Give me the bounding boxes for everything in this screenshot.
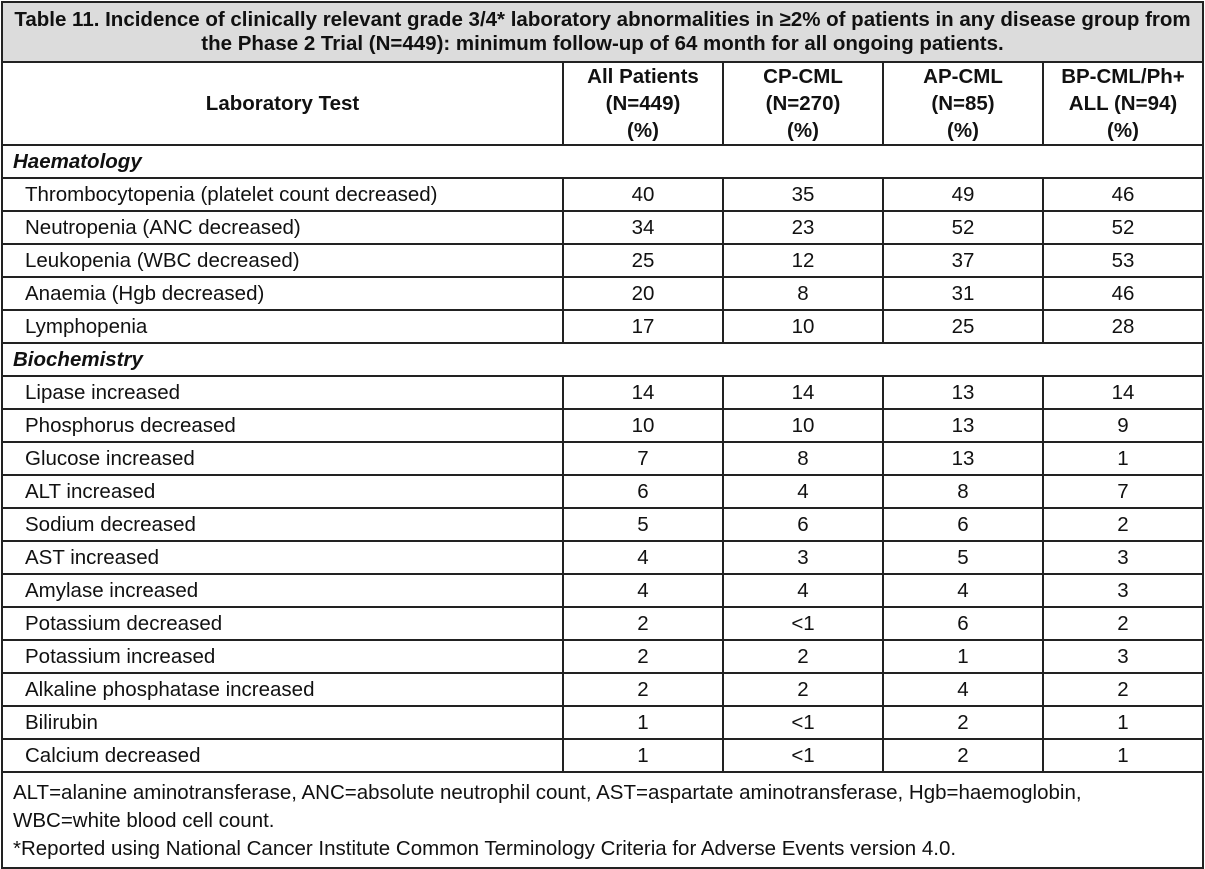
percent-cell: 3	[723, 541, 883, 574]
table-row	[2, 706, 1203, 739]
table-row	[2, 178, 1203, 211]
header-line: (%)	[1107, 119, 1139, 142]
percent-cell: 9	[1043, 409, 1203, 442]
percent-cell: 10	[723, 409, 883, 442]
percent-cell: 4	[883, 673, 1043, 706]
percent-cell: 6	[883, 508, 1043, 541]
lab-test-name: Calcium decreased	[2, 739, 563, 772]
header-line: AP-CML	[923, 65, 1003, 88]
lab-abnormalities-table	[1, 1, 1204, 869]
table-body	[2, 145, 1203, 772]
table-row	[2, 310, 1203, 343]
percent-cell: 12	[723, 244, 883, 277]
table-row	[2, 376, 1203, 409]
lab-test-name: Potassium increased	[2, 640, 563, 673]
lab-test-name: Amylase increased	[2, 574, 563, 607]
percent-cell: 6	[723, 508, 883, 541]
section-title: Biochemistry	[2, 343, 1203, 376]
percent-cell: 46	[1043, 277, 1203, 310]
percent-cell: 52	[1043, 211, 1203, 244]
percent-cell: 7	[1043, 475, 1203, 508]
percent-cell: 1	[1043, 442, 1203, 475]
percent-cell: <1	[723, 706, 883, 739]
footnote-row	[2, 772, 1203, 868]
percent-cell: 2	[1043, 607, 1203, 640]
header-line: (N=270)	[765, 92, 841, 115]
lab-test-name: Lymphopenia	[2, 310, 563, 343]
percent-cell: 4	[883, 574, 1043, 607]
section-title: Haematology	[2, 145, 1203, 178]
table-row	[2, 475, 1203, 508]
lab-test-name: Bilirubin	[2, 706, 563, 739]
section-row	[2, 145, 1203, 178]
lab-test-name: AST increased	[2, 541, 563, 574]
header-bp-cml-ph-all	[1043, 62, 1203, 145]
table-row	[2, 508, 1203, 541]
percent-cell: 2	[1043, 508, 1203, 541]
footnote-abbreviations: ALT=alanine aminotransferase, ANC=absolute neutrophil count, AST=aspartate aminotransferase, Hgb=haemoglobin, WBC=white blood cell count.	[13, 781, 1082, 832]
percent-cell: 13	[883, 376, 1043, 409]
percent-cell: 10	[723, 310, 883, 343]
percent-cell: <1	[723, 607, 883, 640]
table-row	[2, 442, 1203, 475]
header-line: BP-CML/Ph+	[1061, 65, 1185, 88]
table-row	[2, 607, 1203, 640]
lab-test-name: Alkaline phosphatase increased	[2, 673, 563, 706]
header-laboratory-test: Laboratory Test	[2, 62, 563, 145]
header-ap-cml	[883, 62, 1043, 145]
percent-cell: 49	[883, 178, 1043, 211]
percent-cell: 2	[723, 673, 883, 706]
percent-cell: 53	[1043, 244, 1203, 277]
percent-cell: 1	[563, 739, 723, 772]
lab-test-name: Leukopenia (WBC decreased)	[2, 244, 563, 277]
percent-cell: 28	[1043, 310, 1203, 343]
table-row	[2, 673, 1203, 706]
table-row	[2, 739, 1203, 772]
percent-cell: 25	[563, 244, 723, 277]
percent-cell: 1	[1043, 739, 1203, 772]
percent-cell: 3	[1043, 574, 1203, 607]
percent-cell: 31	[883, 277, 1043, 310]
table-row	[2, 277, 1203, 310]
percent-cell: 25	[883, 310, 1043, 343]
percent-cell: 7	[563, 442, 723, 475]
percent-cell: 5	[883, 541, 1043, 574]
percent-cell: 3	[1043, 640, 1203, 673]
table-title: Table 11. Incidence of clinically relevant grade 3/4* laboratory abnormalities in ≥2% of patients in any disease group from the Phase 2 Trial (N=449): minimum follow-up of 64 month for all ongoing patients.	[2, 2, 1203, 62]
percent-cell: 17	[563, 310, 723, 343]
percent-cell: 8	[723, 277, 883, 310]
percent-cell: 37	[883, 244, 1043, 277]
percent-cell: 4	[563, 574, 723, 607]
header-line: (%)	[787, 119, 819, 142]
percent-cell: 20	[563, 277, 723, 310]
header-line: (N=449)	[605, 92, 681, 115]
percent-cell: 10	[563, 409, 723, 442]
footnotes	[2, 772, 1203, 868]
section-row	[2, 343, 1203, 376]
percent-cell: 14	[723, 376, 883, 409]
percent-cell: 4	[723, 574, 883, 607]
lab-test-name: Neutropenia (ANC decreased)	[2, 211, 563, 244]
footnote-ctcae: *Reported using National Cancer Institute Common Terminology Criteria for Adverse Events version 4.0.	[13, 837, 957, 860]
percent-cell: 46	[1043, 178, 1203, 211]
header-line: All Patients	[587, 65, 699, 88]
table-row	[2, 244, 1203, 277]
table-row	[2, 640, 1203, 673]
header-line: (%)	[627, 119, 659, 142]
percent-cell: 4	[723, 475, 883, 508]
header-line: (%)	[947, 119, 979, 142]
percent-cell: 13	[883, 409, 1043, 442]
percent-cell: 6	[563, 475, 723, 508]
lab-test-name: Glucose increased	[2, 442, 563, 475]
column-header-row	[2, 62, 1203, 145]
percent-cell: 34	[563, 211, 723, 244]
header-all-patients	[563, 62, 723, 145]
percent-cell: 52	[883, 211, 1043, 244]
table-row	[2, 574, 1203, 607]
percent-cell: 6	[883, 607, 1043, 640]
percent-cell: 2	[1043, 673, 1203, 706]
header-line: CP-CML	[763, 65, 843, 88]
percent-cell: 5	[563, 508, 723, 541]
percent-cell: <1	[723, 739, 883, 772]
percent-cell: 4	[563, 541, 723, 574]
percent-cell: 3	[1043, 541, 1203, 574]
percent-cell: 1	[883, 640, 1043, 673]
percent-cell: 35	[723, 178, 883, 211]
header-line: (N=85)	[931, 92, 995, 115]
header-cp-cml	[723, 62, 883, 145]
percent-cell: 2	[563, 607, 723, 640]
lab-test-name: Phosphorus decreased	[2, 409, 563, 442]
percent-cell: 1	[563, 706, 723, 739]
table-row	[2, 541, 1203, 574]
percent-cell: 1	[1043, 706, 1203, 739]
lab-test-name: Anaemia (Hgb decreased)	[2, 277, 563, 310]
percent-cell: 8	[883, 475, 1043, 508]
percent-cell: 14	[1043, 376, 1203, 409]
lab-abnormalities-table-container	[1, 1, 1202, 869]
percent-cell: 13	[883, 442, 1043, 475]
lab-test-name: ALT increased	[2, 475, 563, 508]
percent-cell: 2	[883, 739, 1043, 772]
percent-cell: 2	[723, 640, 883, 673]
percent-cell: 40	[563, 178, 723, 211]
table-row	[2, 211, 1203, 244]
lab-test-name: Lipase increased	[2, 376, 563, 409]
lab-test-name: Sodium decreased	[2, 508, 563, 541]
lab-test-name: Thrombocytopenia (platelet count decreased)	[2, 178, 563, 211]
percent-cell: 14	[563, 376, 723, 409]
percent-cell: 8	[723, 442, 883, 475]
percent-cell: 2	[883, 706, 1043, 739]
header-line: ALL (N=94)	[1068, 92, 1178, 115]
percent-cell: 2	[563, 673, 723, 706]
table-row	[2, 409, 1203, 442]
lab-test-name: Potassium decreased	[2, 607, 563, 640]
percent-cell: 23	[723, 211, 883, 244]
percent-cell: 2	[563, 640, 723, 673]
